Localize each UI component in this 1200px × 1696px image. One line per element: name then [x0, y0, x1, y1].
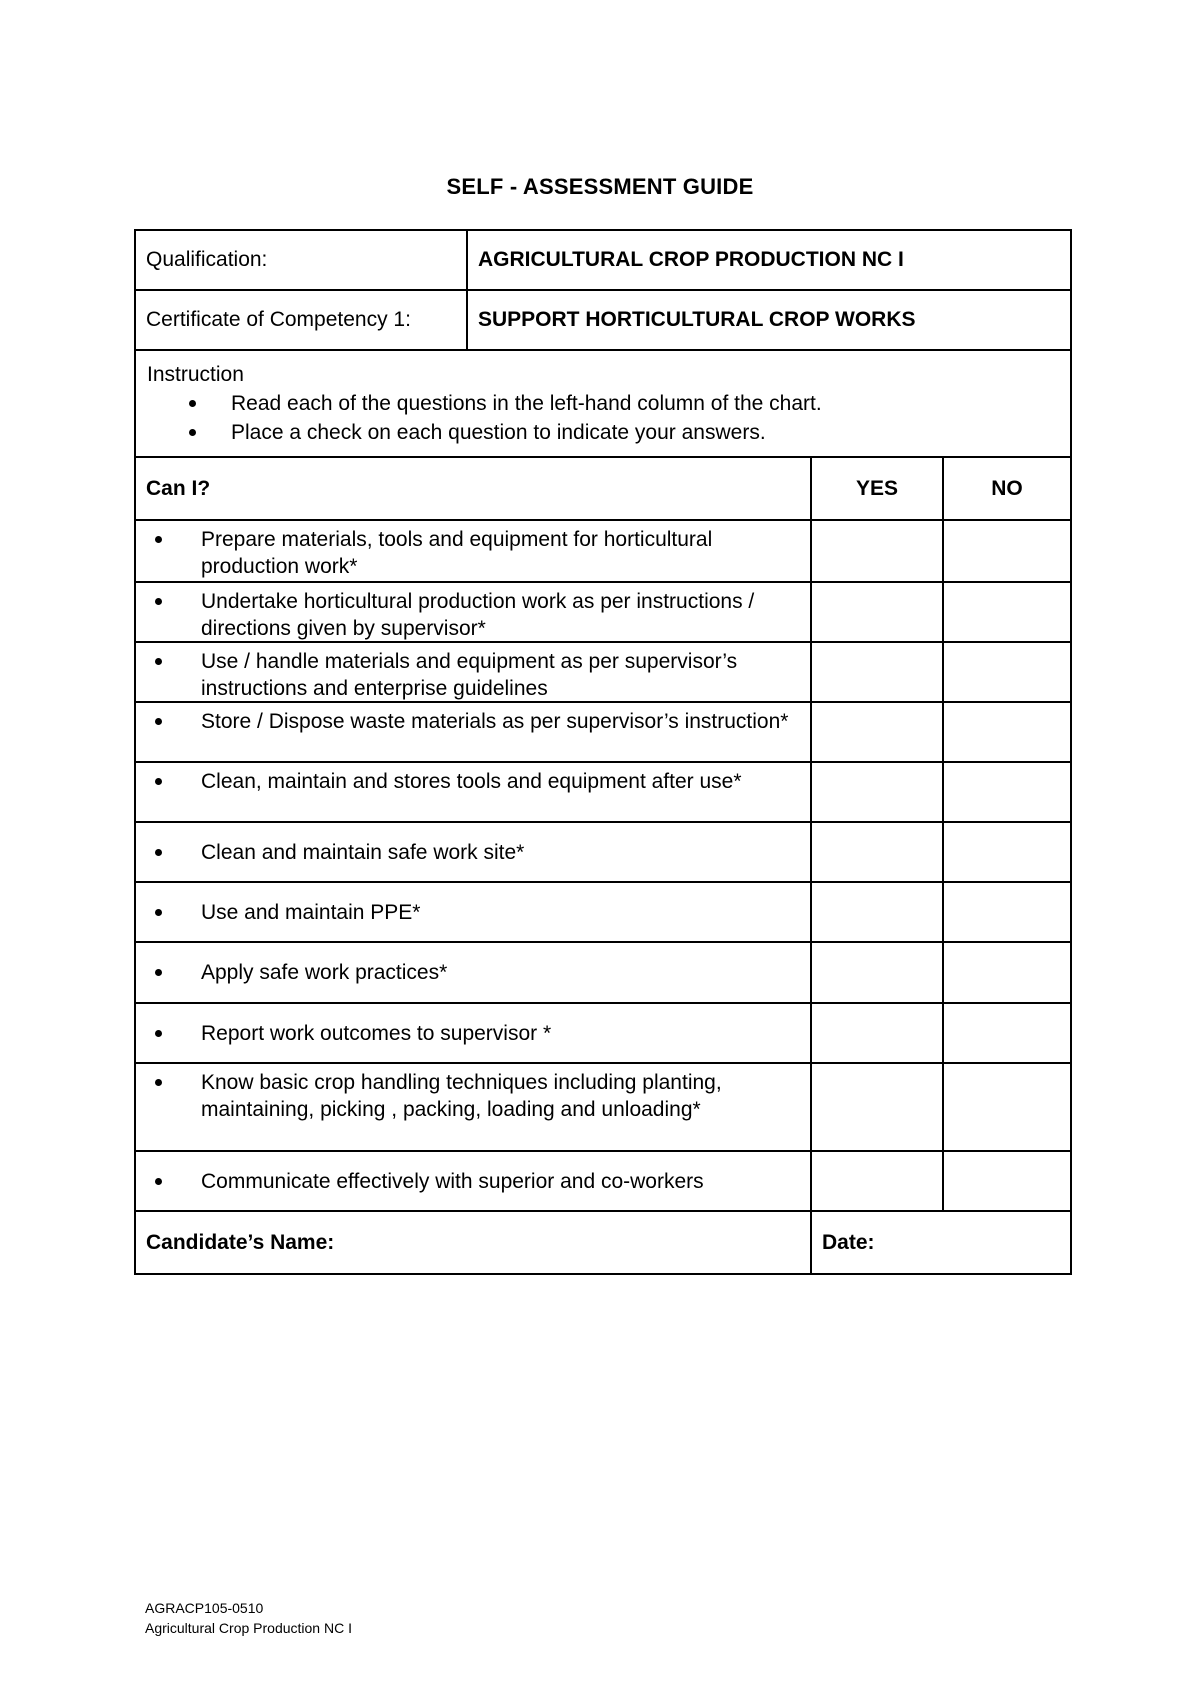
yes-checkbox-cell[interactable] — [810, 643, 942, 701]
table-row — [136, 701, 1070, 761]
header-no: NO — [942, 458, 1070, 519]
table-row — [136, 941, 1070, 1002]
no-checkbox-cell[interactable] — [942, 521, 1070, 581]
bullet-icon — [155, 1079, 162, 1086]
no-checkbox-cell[interactable] — [942, 943, 1070, 1002]
qualification-row — [136, 231, 1070, 289]
page-footer — [145, 1598, 352, 1638]
no-checkbox-cell[interactable] — [942, 643, 1070, 701]
bullet-icon — [155, 718, 162, 725]
yes-checkbox-cell[interactable] — [810, 1064, 942, 1150]
yes-checkbox-cell[interactable] — [810, 703, 942, 761]
table-header-row — [136, 456, 1070, 519]
coc-label: Certificate of Competency 1: — [146, 308, 411, 331]
no-checkbox-cell[interactable] — [942, 1064, 1070, 1150]
table-row — [136, 821, 1070, 881]
table-row — [136, 1062, 1070, 1150]
instruction-block — [136, 351, 1070, 456]
bullet-icon — [155, 1178, 162, 1185]
question-cell: Communicate effectively with superior and co-workers — [136, 1152, 810, 1210]
question-cell: Clean and maintain safe work site* — [136, 823, 810, 881]
yes-checkbox-cell[interactable] — [810, 583, 942, 641]
qualification-label: Qualification: — [146, 248, 268, 271]
yes-checkbox-cell[interactable] — [810, 763, 942, 821]
bullet-icon — [155, 849, 162, 856]
signature-row — [136, 1210, 1070, 1273]
table-row — [136, 1150, 1070, 1210]
question-cell: Prepare materials, tools and equipment for horticultural production work* — [136, 521, 810, 581]
question-cell: Use / handle materials and equipment as per supervisor’s instructions and enterprise guidelines — [136, 643, 810, 701]
instruction-item: Read each of the questions in the left-hand column of the chart. — [147, 389, 1059, 418]
candidate-name-field[interactable]: Candidate’s Name: — [146, 1230, 335, 1254]
instruction-heading: Instruction — [147, 363, 244, 386]
question-cell: Apply safe work practices* — [136, 943, 810, 1002]
bullet-icon — [155, 658, 162, 665]
question-cell: Store / Dispose waste materials as per supervisor’s instruction* — [136, 703, 810, 761]
no-checkbox-cell[interactable] — [942, 703, 1070, 761]
date-field[interactable]: Date: — [810, 1212, 1070, 1273]
no-checkbox-cell[interactable] — [942, 763, 1070, 821]
question-cell: Report work outcomes to supervisor * — [136, 1004, 810, 1062]
header-yes: YES — [810, 458, 942, 519]
header-question: Can I? — [146, 476, 211, 500]
bullet-icon — [155, 909, 162, 916]
instruction-row — [136, 349, 1070, 456]
bullet-icon — [155, 778, 162, 785]
table-row — [136, 881, 1070, 941]
table-row — [136, 519, 1070, 581]
question-cell: Undertake horticultural production work as per instructions / directions given by supervisor* — [136, 583, 810, 641]
bullet-icon — [155, 598, 162, 605]
question-cell: Know basic crop handling techniques including planting, maintaining, picking , packing, loading and unloading* — [136, 1064, 810, 1150]
yes-checkbox-cell[interactable] — [810, 521, 942, 581]
table-row — [136, 761, 1070, 821]
table-row — [136, 581, 1070, 641]
assessment-table — [134, 229, 1072, 1275]
footer-course: Agricultural Crop Production NC I — [145, 1620, 352, 1636]
coc-row — [136, 289, 1070, 349]
coc-value: SUPPORT HORTICULTURAL CROP WORKS — [466, 291, 1070, 349]
yes-checkbox-cell[interactable] — [810, 823, 942, 881]
no-checkbox-cell[interactable] — [942, 1004, 1070, 1062]
page-title: SELF - ASSESSMENT GUIDE — [446, 174, 754, 199]
yes-checkbox-cell[interactable] — [810, 1004, 942, 1062]
bullet-icon — [189, 400, 196, 407]
question-cell: Use and maintain PPE* — [136, 883, 810, 941]
table-row — [136, 1002, 1070, 1062]
question-cell: Clean, maintain and stores tools and equipment after use* — [136, 763, 810, 821]
no-checkbox-cell[interactable] — [942, 823, 1070, 881]
footer-code: AGRACP105-0510 — [145, 1600, 264, 1616]
bullet-icon — [155, 536, 162, 543]
table-row — [136, 641, 1070, 701]
bullet-icon — [155, 1030, 162, 1037]
no-checkbox-cell[interactable] — [942, 1152, 1070, 1210]
no-checkbox-cell[interactable] — [942, 883, 1070, 941]
yes-checkbox-cell[interactable] — [810, 943, 942, 1002]
qualification-value: AGRICULTURAL CROP PRODUCTION NC I — [466, 231, 1070, 289]
yes-checkbox-cell[interactable] — [810, 1152, 942, 1210]
bullet-icon — [189, 429, 196, 436]
instruction-list — [147, 389, 1059, 447]
yes-checkbox-cell[interactable] — [810, 883, 942, 941]
no-checkbox-cell[interactable] — [942, 583, 1070, 641]
bullet-icon — [155, 969, 162, 976]
instruction-item: Place a check on each question to indicate your answers. — [147, 418, 1059, 447]
